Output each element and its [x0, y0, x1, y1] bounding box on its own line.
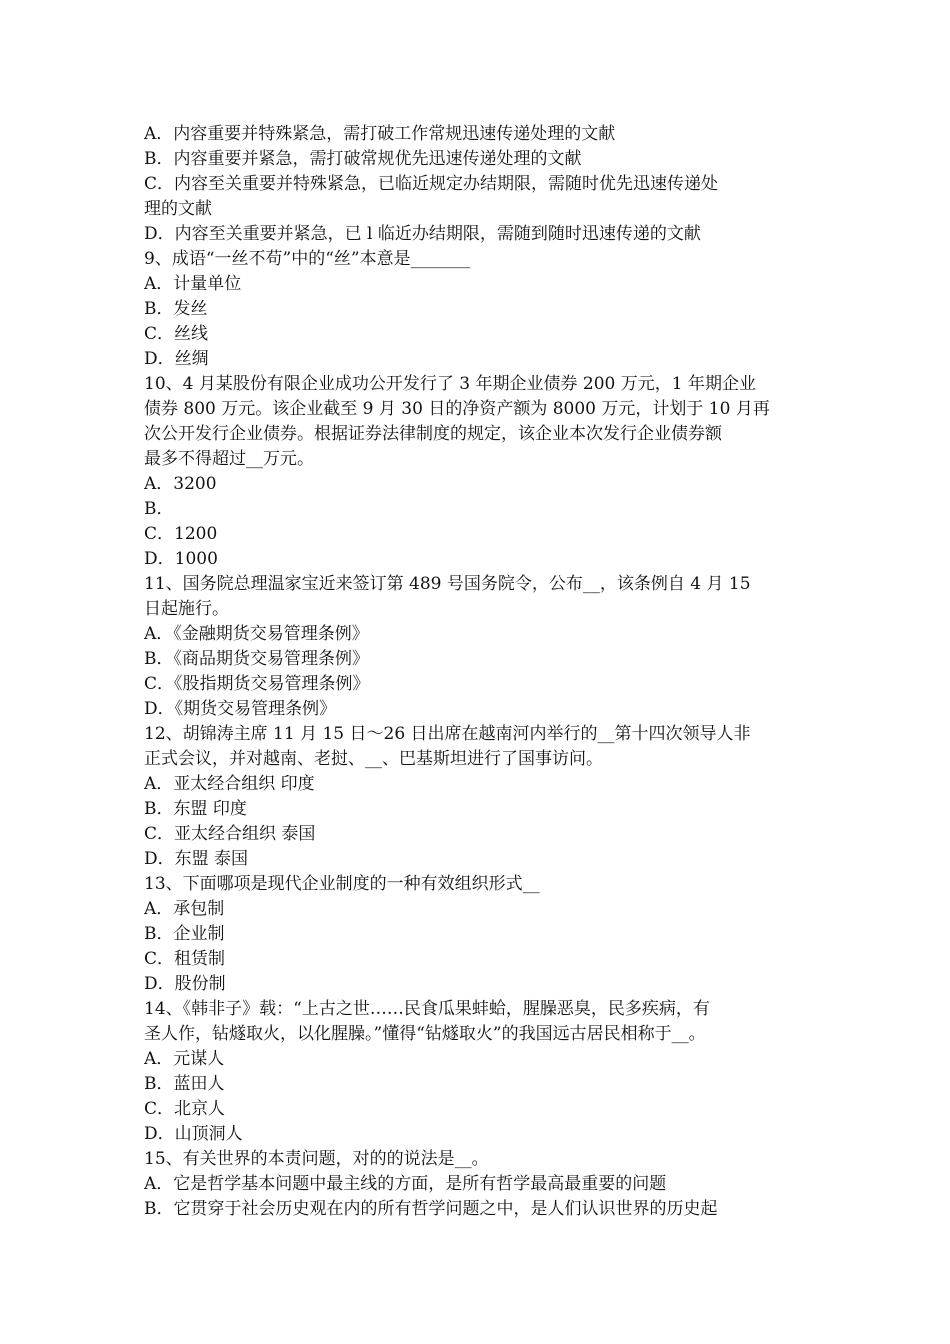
- text-line: B．它贯穿于社会历史观在内的所有哲学问题之中，是人们认识世界的历史起: [144, 1199, 718, 1219]
- text-line: A．《金融期货交易管理条例》: [144, 624, 369, 644]
- text-line: D．山顶洞人: [144, 1124, 243, 1144]
- text-line: B．东盟 印度: [144, 799, 247, 819]
- text-line: C．丝线: [144, 324, 209, 344]
- document-body: [144, 122, 812, 1222]
- text-line: 9、成语“一丝不苟”中的“丝”本意是_______: [144, 249, 471, 269]
- text-line: C．1200: [144, 524, 218, 544]
- text-line: C．《股指期货交易管理条例》: [144, 674, 370, 694]
- text-line: A．内容重要并特殊紧急，需打破工作常规迅速传递处理的文献: [144, 124, 616, 144]
- text-line: 10、4 月某股份有限企业成功公开发行了 3 年期企业债券 200 万元，1 年期企业: [144, 374, 756, 394]
- text-line: 14、《韩非子》载：“上古之世……民食瓜果蚌蛤，腥臊恶臭，民多疾病，有: [144, 999, 710, 1019]
- text-line: 12、胡锦涛主席 11 月 15 日～26 日出席在越南河内举行的__第十四次领导人非: [144, 724, 751, 744]
- text-line: A．元谋人: [144, 1049, 225, 1069]
- text-line: 正式会议，并对越南、老挝、__、巴基斯坦进行了国事访问。: [144, 749, 603, 769]
- text-line: D．《期货交易管理条例》: [144, 699, 337, 719]
- text-line: B．内容重要并紧急，需打破常规优先迅速传递处理的文献: [144, 149, 582, 169]
- text-line: B．: [144, 499, 174, 519]
- text-line: 11、国务院总理温家宝近来签订第 489 号国务院令，公布__，该条例自 4 月 15: [144, 574, 751, 594]
- text-line: D．丝绸: [144, 349, 209, 369]
- text-line: B．企业制: [144, 924, 225, 944]
- text-line: B．发丝: [144, 299, 208, 319]
- text-line: C．内容至关重要并特殊紧急，已临近规定办结期限，需随时优先迅速传递处: [144, 174, 719, 194]
- text-line: D．内容至关重要并紧急，已 l 临近办结期限，需随到随时迅速传递的文献: [144, 224, 701, 244]
- text-line: 15、有关世界的本责问题，对的的说法是__。: [144, 1149, 489, 1169]
- text-line: 次公开发行企业债券。根据证券法律制度的规定，该企业本次发行企业债券额: [144, 424, 722, 444]
- text-line: 13、下面哪项是现代企业制度的一种有效组织形式__: [144, 874, 540, 894]
- text-line: A．承包制: [144, 899, 225, 919]
- text-line: B．《商品期货交易管理条例》: [144, 649, 369, 669]
- text-line: B．蓝田人: [144, 1074, 225, 1094]
- text-line: A．计量单位: [144, 274, 242, 294]
- text-line: A．亚太经合组织 印度: [144, 774, 315, 794]
- text-line: C．租赁制: [144, 949, 226, 969]
- text-line: D．1000: [144, 549, 218, 569]
- text-line: D．东盟 泰国: [144, 849, 249, 869]
- text-line: A．3200: [144, 474, 217, 494]
- text-line: 最多不得超过__万元。: [144, 449, 314, 469]
- text-line: C．北京人: [144, 1099, 226, 1119]
- text-line: 圣人作，钻燧取火，以化腥臊。”懂得“钻燧取火”的我国远古居民相称于__。: [144, 1024, 706, 1044]
- text-line: A．它是哲学基本问题中最主线的方面，是所有哲学最高最重要的问题: [144, 1174, 667, 1194]
- text-line: 日起施行。: [144, 599, 229, 619]
- text-line: D．股份制: [144, 974, 226, 994]
- text-line: 债券 800 万元。该企业截至 9 月 30 日的净资产额为 8000 万元，计划于 10 月再: [144, 399, 770, 419]
- text-line: 理的文献: [144, 199, 212, 219]
- text-line: C．亚太经合组织 泰国: [144, 824, 316, 844]
